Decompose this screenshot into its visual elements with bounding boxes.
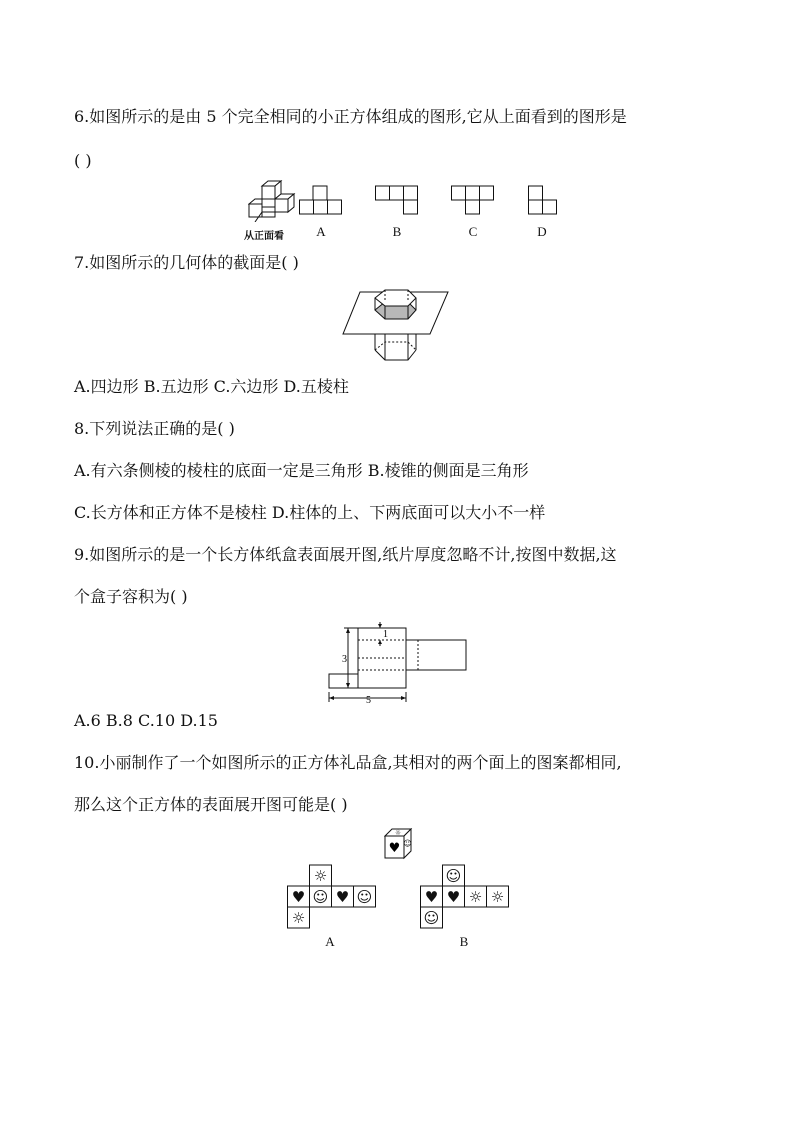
q8-stem: 8.下列说法正确的是( ) xyxy=(74,419,235,438)
q9-stem-line1: 9.如图所示的是一个长方体纸盒表面展开图,纸片厚度忽略不计,按图中数据,这 xyxy=(74,545,617,564)
q9-dim-left: 3 xyxy=(342,654,347,665)
sun-icon: ☼ xyxy=(313,867,328,885)
q6-option-a-figure xyxy=(299,185,343,215)
sun-icon: ☼ xyxy=(468,888,483,906)
q9-options: A.6 B.8 C.10 D.15 xyxy=(74,711,218,730)
q10-option-a-net xyxy=(287,864,377,930)
q7-options: A.四边形 B.五边形 C.六边形 D.五棱柱 xyxy=(74,377,349,396)
q6-option-c-label: C xyxy=(468,224,478,239)
q6-stem-line2: ( ) xyxy=(74,151,92,170)
q6-cube-figure xyxy=(248,180,300,222)
smile-icon: ☺ xyxy=(312,888,329,906)
q10-stem-line2: 那么这个正方体的表面展开图可能是( ) xyxy=(74,795,348,814)
q8-options-ab: A.有六条侧棱的棱柱的底面一定是三角形 B.棱锥的侧面是三角形 xyxy=(74,461,529,480)
heart-icon: ♥ xyxy=(388,841,401,856)
q10-stem-line1: 10.小丽制作了一个如图所示的正方体礼品盒,其相对的两个面上的图案都相同, xyxy=(74,753,622,772)
smile-icon: ☺ xyxy=(356,888,373,906)
q9-stem-line2: 个盒子容积为( ) xyxy=(74,587,188,606)
q6-option-b-figure xyxy=(375,185,419,215)
q6-option-c-figure xyxy=(451,185,495,215)
q10-option-b-net xyxy=(420,864,510,930)
q10-gift-cube xyxy=(384,828,414,860)
q10-option-a-label: A xyxy=(325,934,335,949)
q6-option-b-label: B xyxy=(392,224,402,239)
q9-dim-top: 1 xyxy=(383,629,388,640)
smile-icon: ☺ xyxy=(445,867,462,885)
q6-option-d-label: D xyxy=(537,224,547,239)
q10-option-b-label: B xyxy=(459,934,469,949)
q9-dim-bottom: 5 xyxy=(366,695,371,704)
q6-stem-line1: 6.如图所示的是由 5 个完全相同的小正方体组成的图形,它从上面看到的图形是 xyxy=(74,107,627,126)
q6-option-d-figure xyxy=(528,185,558,215)
q9-net-figure xyxy=(328,622,472,704)
heart-icon: ♥ xyxy=(424,888,439,906)
q6-option-a-label: A xyxy=(316,224,326,239)
q7-prism-figure xyxy=(342,284,450,364)
heart-icon: ♥ xyxy=(335,888,350,906)
heart-icon: ♥ xyxy=(291,888,306,906)
heart-icon: ♥ xyxy=(446,888,461,906)
sun-icon: ☼ xyxy=(291,909,306,927)
sun-icon: ☼ xyxy=(490,888,505,906)
smile-icon: ☺ xyxy=(403,839,412,848)
sun-icon: ☼ xyxy=(394,829,402,837)
smile-icon: ☺ xyxy=(423,909,440,927)
q7-stem: 7.如图所示的几何体的截面是( ) xyxy=(74,253,299,272)
q6-view-label: 从正面看 xyxy=(244,231,284,242)
q8-options-cd: C.长方体和正方体不是棱柱 D.柱体的上、下两底面可以大小不一样 xyxy=(74,503,546,522)
